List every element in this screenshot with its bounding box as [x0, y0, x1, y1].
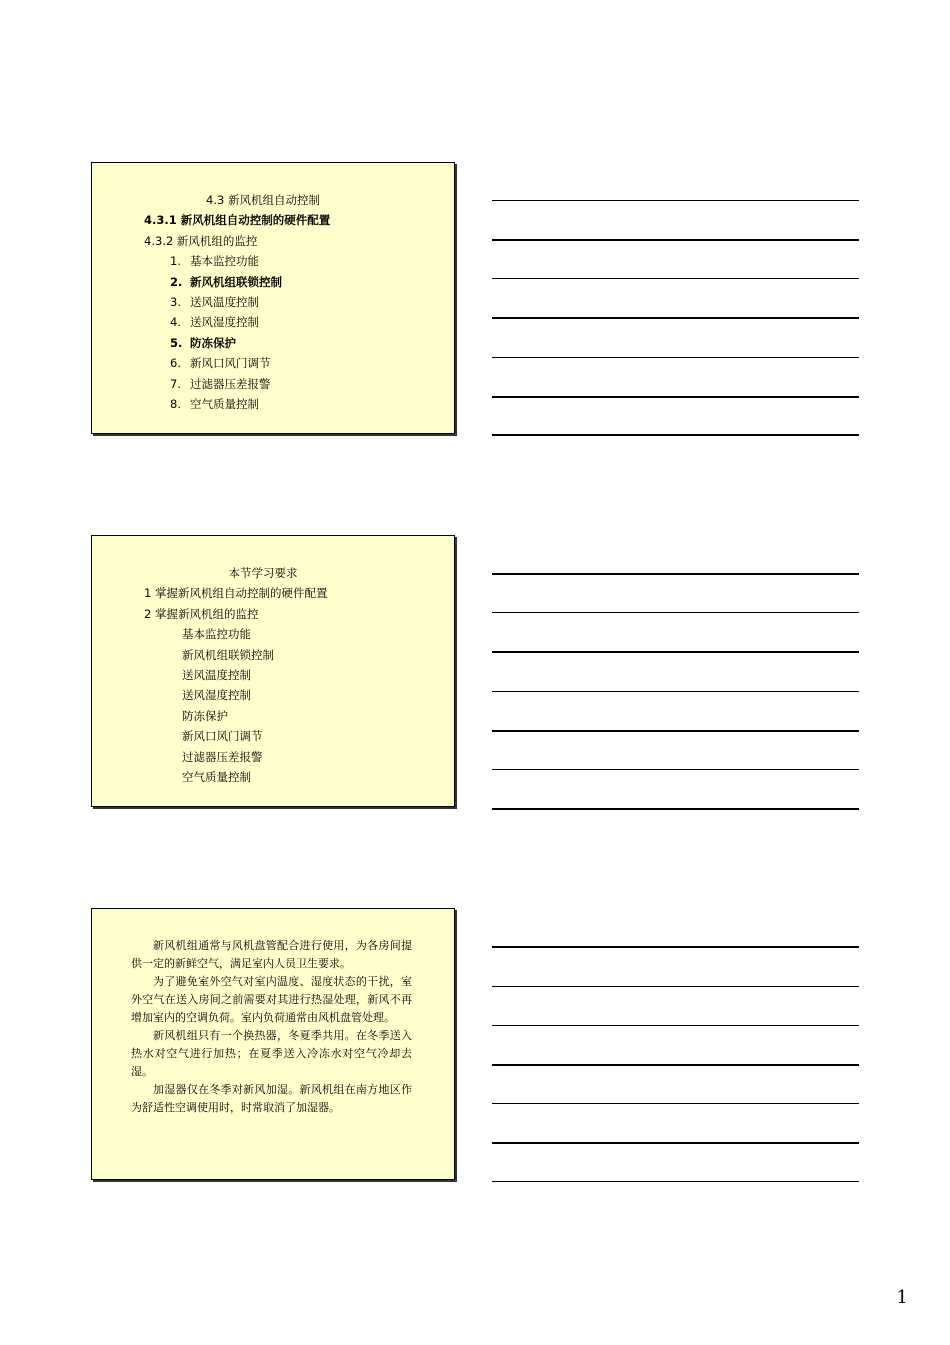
note-line — [492, 691, 859, 692]
list-item: 2. 新风机组联锁控制 — [170, 274, 282, 289]
note-line — [492, 434, 859, 436]
paragraph: 新风机组通常与风机盘管配合进行使用，为各房间提供一定的新鲜空气，满足室内人员卫生要求。 — [131, 939, 412, 970]
note-line — [492, 1142, 859, 1144]
list-item: 送风湿度控制 — [182, 688, 251, 703]
list-item: 新风机组联锁控制 — [182, 647, 274, 662]
list-item: 3. 送风温度控制 — [170, 295, 259, 310]
list-item: 4. 送风湿度控制 — [170, 315, 259, 330]
note-line — [492, 1025, 859, 1026]
note-line — [492, 651, 859, 653]
list-item: 过滤器压差报警 — [182, 749, 263, 764]
requirement-2: 2 掌握新风机组的监控 — [144, 606, 259, 621]
slide-3-body — [92, 937, 454, 1117]
list-item: 1. 基本监控功能 — [170, 254, 259, 269]
paragraph: 为了避免室外空气对室内温度、湿度状态的干扰，室外空气在送入房间之前需要对其进行热湿处理，新风不再增加室内的空调负荷。室内负荷通常由风机盘管处理。 — [131, 975, 412, 1024]
note-line — [492, 730, 859, 732]
note-line — [492, 278, 859, 279]
slide-2-title: 本节学习要求 — [228, 566, 298, 580]
note-line — [492, 573, 859, 575]
note-line — [492, 200, 859, 201]
section-4-3-2: 4.3.2 新风机组的监控 — [144, 233, 258, 248]
slide-2 — [91, 535, 455, 807]
section-4-3-1: 4.3.1 新风机组自动控制的硬件配置 — [144, 213, 331, 228]
list-item: 防冻保护 — [182, 708, 228, 723]
list-item: 送风温度控制 — [182, 668, 251, 683]
slide-3 — [91, 908, 455, 1180]
list-item: 新风口风门调节 — [182, 729, 263, 744]
list-item: 5. 防冻保护 — [170, 335, 236, 350]
list-item: 空气质量控制 — [182, 770, 251, 785]
paragraph: 加湿器仅在冬季对新风加湿。新风机组在南方地区作为舒适性空调使用时，时常取消了加湿器。 — [131, 1083, 412, 1114]
page-number: 1 — [896, 1287, 908, 1308]
paragraph: 新风机组只有一个换热器，冬夏季共用。在冬季送入热水对空气进行加热；在夏季送入冷冻水对空气冷却去湿。 — [131, 1029, 412, 1078]
note-line — [492, 239, 859, 241]
slide-1-title: 4.3 新风机组自动控制 — [206, 193, 320, 207]
note-line — [492, 986, 859, 987]
list-item: 7. 过滤器压差报警 — [170, 376, 271, 391]
note-line — [492, 612, 859, 613]
note-line — [492, 357, 859, 358]
note-line — [492, 317, 859, 319]
list-item: 6. 新风口风门调节 — [170, 356, 271, 371]
note-line — [492, 396, 859, 398]
note-line — [492, 1103, 859, 1104]
list-item: 8. 空气质量控制 — [170, 397, 259, 412]
note-line — [492, 1181, 859, 1182]
list-item: 基本监控功能 — [182, 627, 251, 642]
note-line — [492, 769, 859, 770]
note-line — [492, 946, 859, 948]
slide-1 — [91, 162, 455, 434]
note-line — [492, 808, 859, 810]
note-line — [492, 1064, 859, 1066]
requirement-1: 1 掌握新风机组自动控制的硬件配置 — [144, 586, 328, 601]
